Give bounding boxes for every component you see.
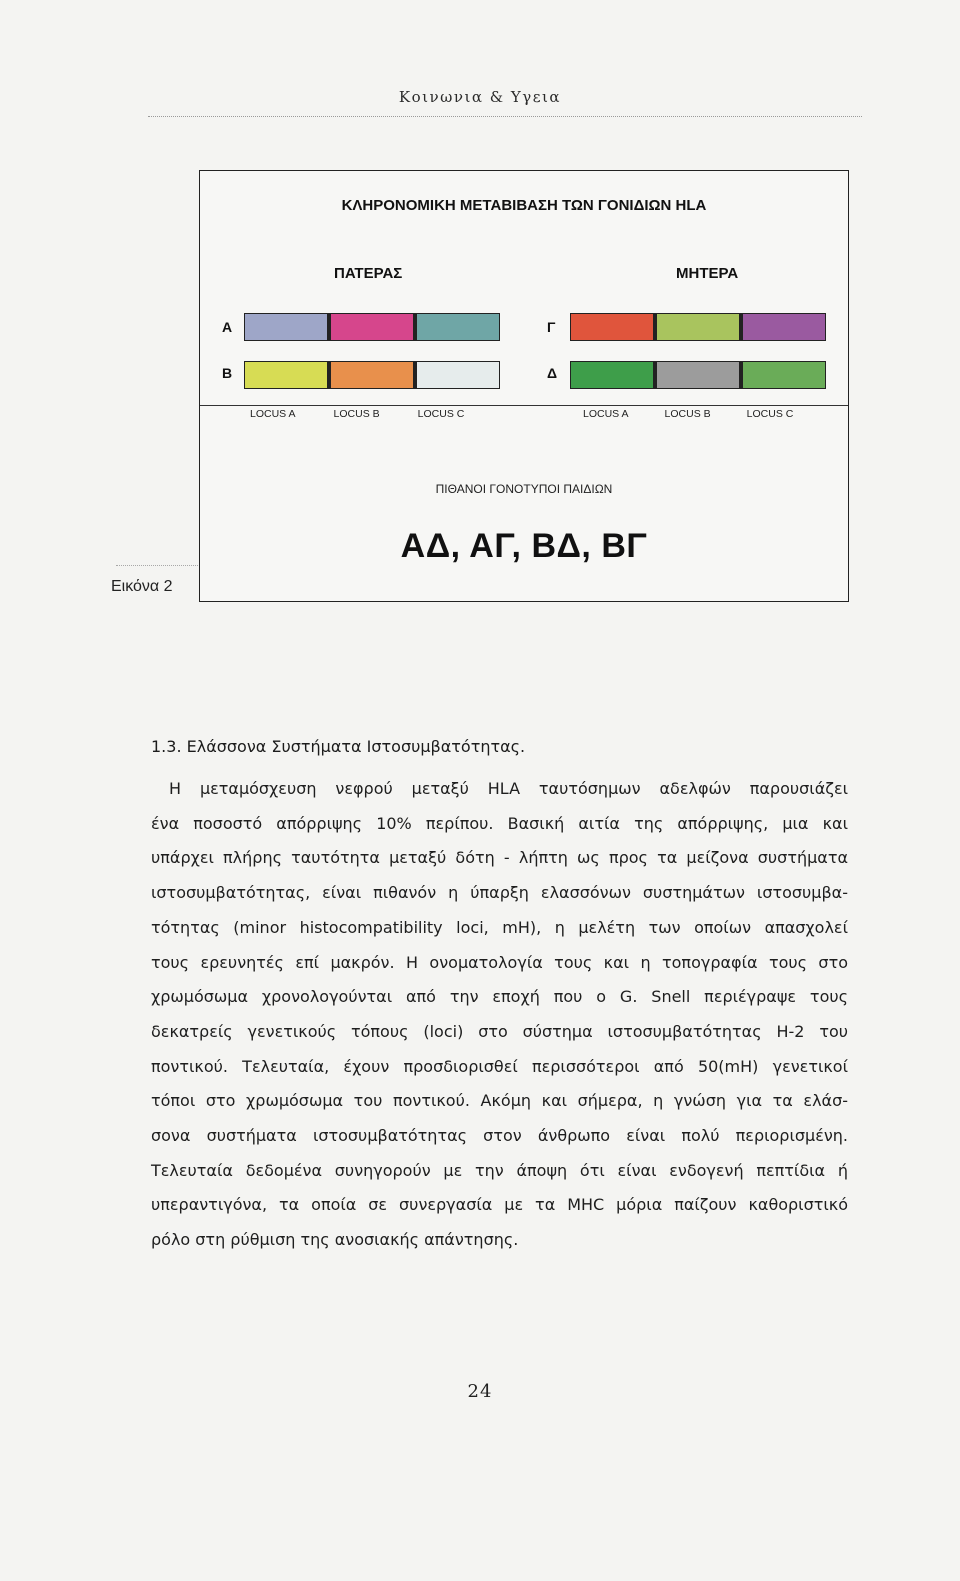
running-head: Κοινωνια & Υγεια — [398, 88, 562, 106]
haplotype-strip-b — [244, 361, 500, 389]
haplotype-letter-delta: Δ — [547, 365, 558, 381]
body-paragraph — [151, 772, 848, 1258]
paragraph-line: Η μεταμόσχευση νεφρού μεταξύ HLA ταυτόσημων αδελφών παρουσιάζει — [169, 779, 848, 798]
mother-locus-labels — [583, 408, 793, 420]
locus-label: LOCUS B — [664, 408, 711, 420]
paragraph-line: Τελευταία δεδομένα συνηγορούν με την άποψη ότι είναι ενδογενή πεπτίδια ή — [151, 1160, 848, 1180]
locus-b-allele-cell — [331, 314, 413, 340]
paragraph-line: ιστοσυμβατότητας, είναι πιθανόν η ύπαρξη ελασσόνων συστημάτων ιστοσυμβα- — [151, 883, 848, 903]
locus-label: LOCUS C — [746, 408, 794, 420]
paragraph-line: δεκατρείς γενετικούς τόπους (loci) στο σύστημα ιστοσυμβατότητας H-2 του — [151, 1021, 848, 1041]
locus-b-allele-cell — [657, 362, 739, 388]
haplotype-strip-gamma — [570, 313, 826, 341]
paragraph-line: τους ερευνητές επί μακρόν. Η ονοματολογία τους και η τοπογραφία τους στο — [151, 952, 848, 972]
father-label: ΠΑΤΕΡΑΣ — [334, 265, 403, 282]
locus-label: LOCUS C — [417, 408, 465, 420]
haplotype-strip-delta — [570, 361, 826, 389]
father-locus-labels — [250, 408, 464, 420]
locus-a-allele-cell — [245, 362, 327, 388]
locus-b-allele-cell — [657, 314, 739, 340]
locus-a-allele-cell — [571, 362, 653, 388]
locus-c-allele-cell — [743, 314, 825, 340]
haplotype-strip-a — [244, 313, 500, 341]
haplotype-letter-b: B — [222, 365, 233, 381]
page-number: 24 — [467, 1381, 493, 1402]
locus-label: LOCUS A — [583, 408, 629, 420]
locus-c-allele-cell — [417, 362, 499, 388]
section-heading: 1.3. Ελάσσονα Συστήματα Ιστοσυμβατότητας. — [151, 737, 526, 756]
haplotype-letter-gamma: Γ — [547, 319, 556, 335]
paragraph-line: ένα ποσοστό απόρριψης 10% περίπου. Βασική αιτία της απόρριψης, μια και — [151, 813, 848, 833]
paragraph-line: υπάρχει πλήρης ταυτότητα μεταξύ δότη - λήπτη ως προς τα μείζονα συστήματα — [151, 848, 848, 868]
paragraph-line: σονα συστήματα ιστοσυμβατότητας στον άνθρωπο είναι πολύ περιορισμένη. — [151, 1126, 848, 1146]
possible-genotypes: ΑΔ, ΑΓ, ΒΔ, ΒΓ — [400, 527, 648, 565]
locus-divider — [200, 405, 848, 406]
locus-label: LOCUS A — [250, 408, 296, 420]
paragraph-line: τότητας (minor histocompatibility loci, mH), η μελέτη των οποίων απασχολεί — [151, 917, 848, 937]
locus-c-allele-cell — [417, 314, 499, 340]
paragraph-line: υπεραντιγόνα, τα οποία σε συνεργασία με τα MHC μόρια παίζουν καθοριστικό — [151, 1195, 848, 1215]
mother-label: ΜΗΤΕΡΑ — [676, 265, 739, 282]
figure-title: ΚΛΗΡΟΝΟΜΙΚΗ ΜΕΤΑΒΙΒΑΣΗ ΤΩΝ ΓΟΝΙΔΙΩΝ HLA — [341, 197, 707, 214]
figure-caption: Εικόνα 2 — [111, 578, 173, 595]
possible-genotypes-label: ΠΙΘΑΝΟΙ ΓΟΝΟΤΥΠΟΙ ΠΑΙΔΙΩΝ — [435, 482, 613, 496]
locus-c-allele-cell — [743, 362, 825, 388]
header-divider — [148, 116, 862, 117]
locus-b-allele-cell — [331, 362, 413, 388]
paragraph-line: ρόλο στη ρύθμιση της ανοσιακής απάντησης. — [151, 1230, 519, 1250]
haplotype-letter-a: A — [222, 319, 233, 335]
locus-label: LOCUS B — [333, 408, 380, 420]
caption-divider — [116, 565, 198, 566]
hla-inheritance-figure — [199, 170, 849, 602]
locus-a-allele-cell — [571, 314, 653, 340]
paragraph-line: ποντικού. Τελευταία, έχουν προσδιορισθεί περισσότεροι από 50(mH) γενετικοί — [151, 1056, 848, 1076]
paragraph-line: τόποι στο χρωμόσωμα του ποντικού. Ακόμη και σήμερα, η γνώση για τα ελάσ- — [151, 1091, 848, 1111]
paragraph-line: χρωμόσωμα χρονολογούνται από την εποχή που ο G. Snell περιέγραψε τους — [151, 987, 848, 1007]
locus-a-allele-cell — [245, 314, 327, 340]
